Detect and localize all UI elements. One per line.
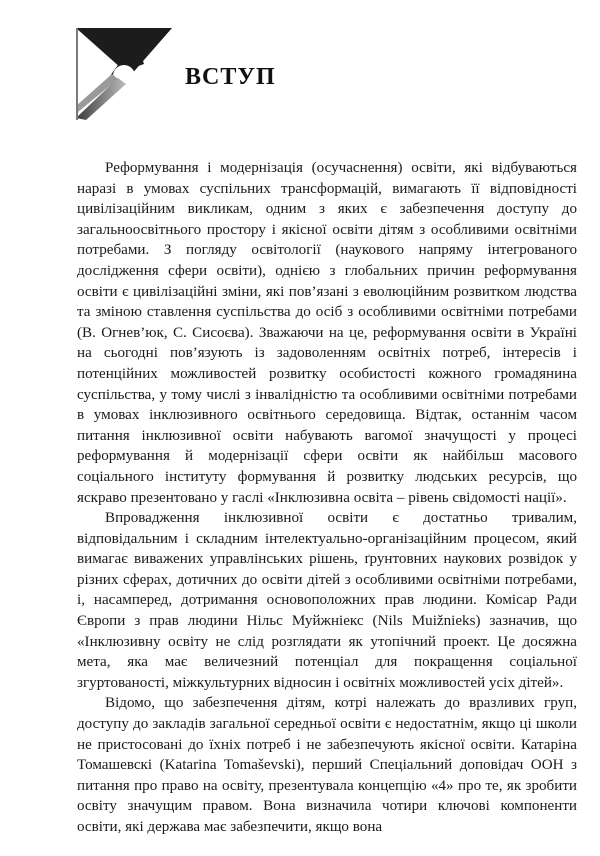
paragraph: Впровадження інклюзивної освіти є достатньо тривалим, відповідальним і складним інтелектуально-організаційним процесом, який вимагає виважених управлінських рішень, ґрунтовних наукових розвідок у різних сферах, дотичних до освіти дітей з особливими освітніми потребами, і, насамперед, дотримання основоположних прав людини. Комісар Ради Європи з прав людини Нільс Муйжніекс (Nils Muižnieks) зазначив, що «Інклюзивну освіту не слід розглядати як утопічний проект. Це досяжна мета, яка має величезний потенціал для покращення соціальної згуртованості, міжкультурних відносин і освітніх можливостей усіх дітей».	[77, 510, 577, 691]
body-text	[77, 158, 577, 838]
chapter-title: ВСТУП	[185, 64, 276, 90]
chapter-emblem-icon	[74, 26, 174, 122]
paragraph: Реформування і модернізація (осучаснення) освіти, які відбуваються наразі в умовах суспільних трансформацій, вимагають її відповідності цивілізаційним викликам, одним з яких є забезпечення доступу до загальноосвітнього простору і якісної освіти дітям з особливими освітніми потребами. З погляду освітології (наукового напряму інтегрованого дослідження сфери освіти), однією з глобальних причин реформування освіти є цивілізаційні зміни, які пов’язані з еволюційним розвитком людства та зміною ставлення суспільства до осіб з особливими освітніми потребами (В. Огнев’юк, С. Сисоєва). Зважаючи на це, реформування освіти в Україні на сьогодні пов’язують із задоволенням освітніх потреб, інтересів і потенційних можливостей розвитку особистості кожного громадянина суспільства, у тому числі з інвалідністю та особливими освітніми потребами в умовах інклюзивного освітнього середовища. Відтак, останнім часом питання інклюзивної освіти набувають вагомої значущості у процесі реформування й модернізації сфери освіти як найбільш масового соціального інституту формування й розвитку людських ресурсів, що яскраво презентовано у гаслі «Інклюзивна освіта – рівень свідомості нації».	[77, 160, 577, 506]
paragraph: Відомо, що забезпечення дітям, котрі належать до вразливих груп, доступу до закладів загальної середньої освіти є недостатнім, якщо ці школи не пристосовані до їхніх потреб і не забезпечують якісної освіти. Катаріна Томашевскі (Katarina Tomaševski), перший Спеціальний доповідач ООН з питання про право на освіту, презентувала концепцію «4» про те, як зробити освіту значущим правом. Вона визначила чотири ключові компоненти освіти, які держава має забезпечити, якщо вона	[77, 695, 577, 835]
